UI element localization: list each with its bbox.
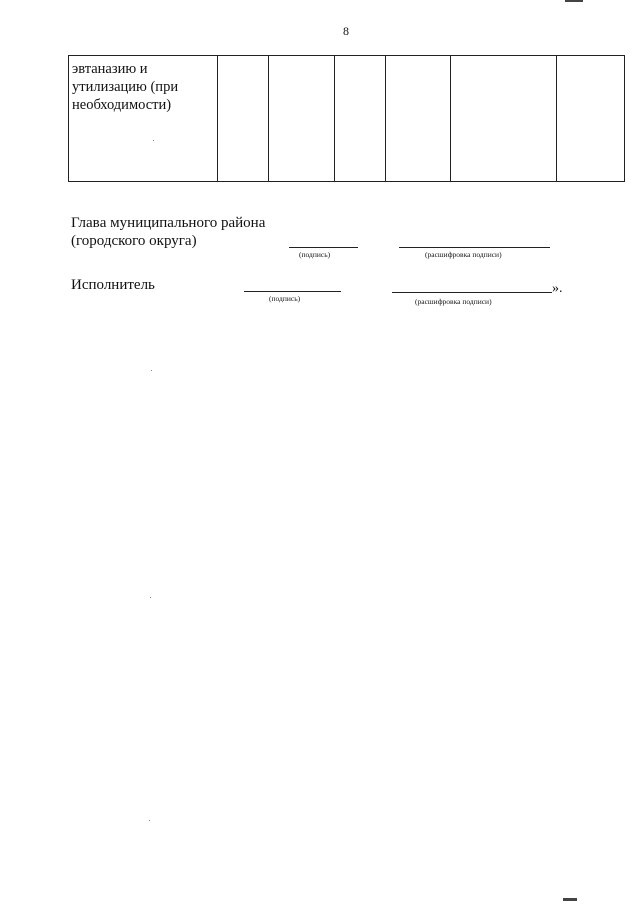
executor-signature-caption: (подпись) [269,294,301,303]
scan-speck [153,140,154,141]
scan-mark-bottom [563,898,577,901]
description-line-2: утилизацию (при [72,79,179,95]
executor-label: Исполнитель [71,277,155,293]
page-number: 8 [343,24,349,38]
empty-cell [386,56,451,182]
executor-decoding-caption: (расшифровка подписи) [415,297,492,306]
description-line-3: необходимости) [72,97,172,113]
empty-cell [269,56,335,182]
scan-speck [149,820,150,821]
data-table [68,55,625,182]
empty-cell [218,56,269,182]
procedure-description-cell [69,56,218,182]
table-row [69,56,625,182]
head-title-line-2: (городского округа) [71,233,197,249]
scan-speck [150,597,151,598]
head-title-line-1: Главa муниципального района [71,215,266,231]
empty-cell [335,56,386,182]
empty-cell [451,56,557,182]
head-signature-line [289,247,358,248]
head-decoding-caption: (расшифровка подписи) [425,250,502,259]
head-decoding-line [399,247,550,248]
empty-cell [557,56,625,182]
scan-speck [151,370,152,371]
head-signature-caption: (подпись) [299,250,331,259]
scan-mark-top [565,0,583,2]
closing-quote: ». [552,281,563,296]
executor-signature-line [244,291,341,292]
description-line-1: эвтаназию и [72,61,148,77]
executor-decoding-line [392,292,552,293]
